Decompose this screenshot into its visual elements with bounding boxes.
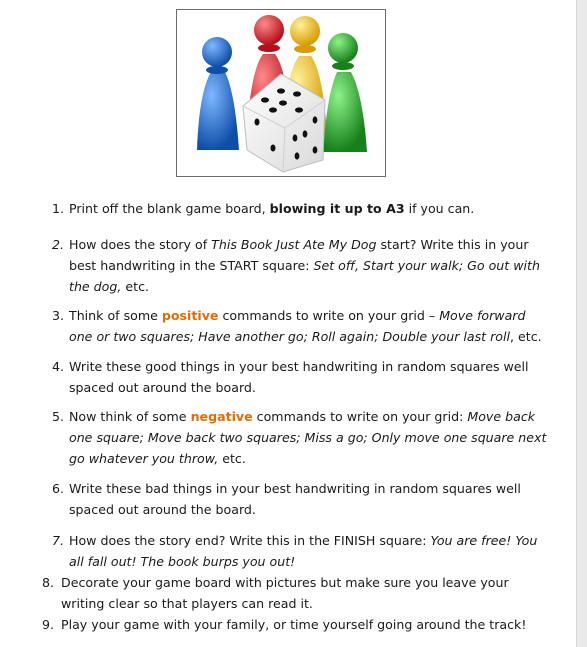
green-pawn-icon	[323, 33, 367, 152]
page-right-margin	[576, 0, 587, 647]
list-number: 8.	[41, 575, 54, 590]
list-number: 1.	[51, 201, 64, 216]
list-item-text: Now think of some negative commands to write on your grid: Move back one square; Move back two squares; Miss a go; Only move one square next go whatever you throw, etc.	[69, 409, 547, 466]
list-item-text: Write these bad things in your best handwriting in random squares well spaced out around the board.	[69, 481, 521, 517]
list-number: 7.	[51, 533, 64, 548]
negative-highlight: negative	[190, 409, 253, 424]
list-number: 4.	[51, 359, 64, 374]
list-number: 2.	[51, 237, 64, 252]
list-item-text: Think of some positive commands to write on your grid – Move forward one or two squares; Have another go; Roll again; Double your last roll, etc.	[69, 308, 542, 344]
list-number: 6.	[51, 481, 64, 496]
list-item-text: Play your game with your family, or time yourself going around the track!	[61, 617, 527, 632]
blue-pawn-icon	[197, 37, 239, 150]
list-item-text: How does the story of This Book Just Ate My Dog start? Write this in your best handwriting in the START square: Set off, Start your walk; Go out with the dog, etc.	[69, 237, 540, 294]
list-number: 5.	[51, 409, 64, 424]
list-item-text: Decorate your game board with pictures but make sure you leave your writing clear so that players can read it.	[61, 575, 509, 611]
list-item-text: Print off the blank game board, blowing it up to A3 if you can.	[69, 201, 475, 216]
board-game-pieces-and-dice-image	[177, 10, 385, 176]
list-number: 9.	[41, 617, 54, 632]
list-item-text: How does the story end? Write this in the FINISH square: You are free! You all fall out! The book burps you out!	[69, 533, 538, 569]
positive-highlight: positive	[161, 308, 219, 323]
board-game-image	[176, 9, 386, 177]
list-item-text: Write these good things in your best handwriting in random squares well spaced out around the board.	[69, 359, 529, 395]
list-number: 3.	[51, 308, 64, 323]
